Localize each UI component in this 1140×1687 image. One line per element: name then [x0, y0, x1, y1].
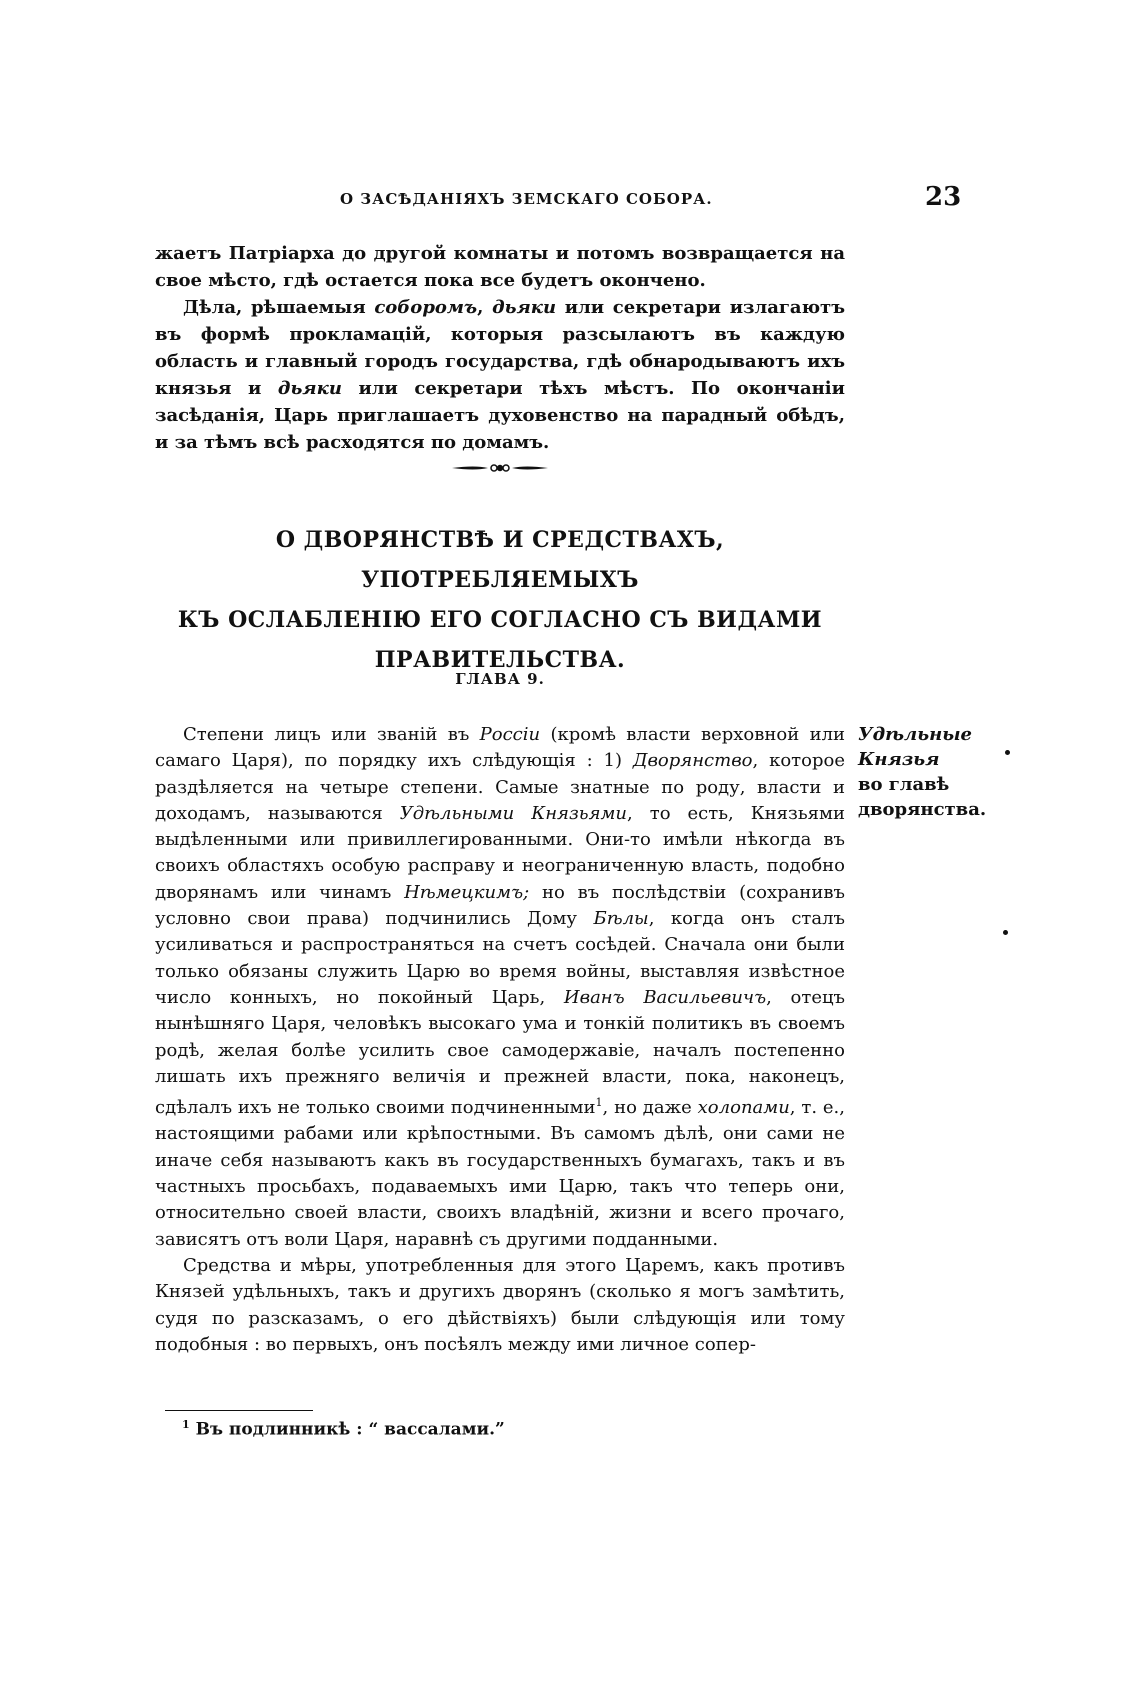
italic-term: Иванъ Васильевичъ [563, 986, 767, 1008]
italic-term: дьяки [277, 378, 342, 399]
text-run: или секретари излагаютъ въ формѣ прокламацій, которыя разсылаютъ въ каждую область и главный городъ государства, гдѣ обнародываютъ ихъ князья и [155, 297, 845, 399]
section-title [155, 520, 845, 680]
margin-note-italic: Удѣльные Князья [858, 724, 972, 770]
main-text-block [155, 722, 845, 1358]
scan-speck-icon [1005, 750, 1010, 755]
text-run: (кромѣ власти верховной или самаго Царя), по порядку ихъ слѣдующія : 1) [155, 724, 846, 772]
scan-speck-icon [1003, 930, 1008, 935]
footnote-ref: 1 [595, 1096, 603, 1110]
paragraph-proclamations [155, 294, 845, 456]
italic-term: холопами [697, 1097, 790, 1119]
section-title-line: КЪ ОСЛАБЛЕНІЮ ЕГО СОГЛАСНО СЪ ВИДАМИ [177, 607, 823, 633]
text-run: Степени лицъ или званій въ [183, 724, 480, 745]
text-run: или секретари тѣхъ мѣстъ. По окончаніи засѣданія, Царь приглашаетъ духовенство на парадный обѣдъ, и за тѣмъ всѣ расходятся по домамъ. [155, 378, 845, 453]
text-run: Дѣла, рѣшаемыя [183, 297, 375, 318]
text-run: но въ послѣдствіи (сохранивъ условно свои права) подчинились Дому [155, 881, 845, 930]
italic-term: Удѣльными Князьями [399, 802, 628, 824]
paragraph-ranks [155, 722, 845, 1253]
paragraph-measures: Средства и мѣры, употребленныя для этого Царемъ, какъ противъ Князей удѣльныхъ, такъ и другихъ дворянъ (сколько я могъ замѣтить, судя по разсказамъ, о его дѣйствіяхъ) были слѣдующія или тому подобныя : во первыхъ, онъ посѣялъ между ими личное сопер- [155, 1254, 845, 1355]
footnote [182, 1418, 505, 1440]
text-run: , т. е., настоящими рабами или крѣпостными. Въ самомъ дѣлѣ, они сами не иначе себя называютъ какъ въ государственныхъ бумагахъ, такъ и въ частныхъ просьбахъ, подаваемыхъ ими Царю, такъ что теперь они, относительно своей власти, своихъ владѣній, жизни и всего прочаго, зависятъ отъ воли Царя, наравнѣ съ другими подданными. [155, 1097, 845, 1250]
margin-note [858, 722, 987, 822]
footnote-rule [165, 1410, 313, 1411]
text-run: , когда онъ сталъ усиливаться и распространяться на счетъ сосѣдей. Сначала они были только обязаны служить Царю во время войны, выставляя извѣстное число конныхъ, но покойный Царь, [155, 908, 846, 1008]
section-title-line: ПРАВИТЕЛЬСТВА. [374, 647, 626, 673]
text-run: , [477, 297, 493, 318]
running-head: О ЗАСѢДАНІЯХЪ ЗЕМСКАГО СОБОРА. [340, 190, 713, 208]
text-run: , которое раздѣляется на четыре степени. Самые знатные по роду, власти и доходамъ, называются [155, 750, 845, 824]
italic-term: дьяки [492, 297, 557, 318]
chapter-heading: ГЛАВА 9. [455, 670, 545, 688]
margin-note-text: во главѣ дворянства. [858, 774, 987, 820]
italic-term: Россіи [479, 724, 541, 745]
paragraph-continuation: жаетъ Патріарха до другой комнаты и потомъ возвращается на свое мѣсто, гдѣ остается пока все будетъ окончено. [155, 243, 845, 291]
italic-term: Дворянство [632, 750, 753, 772]
footnote-marker: 1 [182, 1418, 190, 1431]
section-title-line: О ДВОРЯНСТВѢ И СРЕДСТВАХЪ, УПОТРЕБЛЯЕМЫХЪ [275, 527, 725, 593]
text-run: , отецъ нынѣшняго Царя, человѣкъ высокаго ума и тонкій политикъ въ своемъ родѣ, желая болѣе усилить свое самодержавіе, началъ постепенно лишать ихъ прежняго величія и прежней власти, пока, наконецъ, сдѣлалъ ихъ не только своими подчиненными [155, 986, 846, 1119]
page-number: 23 [925, 182, 962, 212]
italic-term: соборомъ [374, 297, 478, 318]
text-run: , но даже [602, 1097, 698, 1119]
italic-term: Бѣлы [593, 908, 649, 930]
top-text-block [155, 240, 845, 456]
italic-term: Нѣмецкимъ; [404, 881, 530, 903]
text-run: , то есть, Князьями выдѣленными или привиллегированными. Они-то имѣли нѣкогда въ своихъ областяхъ особую расправу и неограниченную власть, подобно дворянамъ или чинамъ [155, 802, 845, 903]
ornament-divider-icon [450, 462, 550, 474]
footnote-text: Въ подлинникѣ : “ вассалами.” [189, 1419, 505, 1440]
